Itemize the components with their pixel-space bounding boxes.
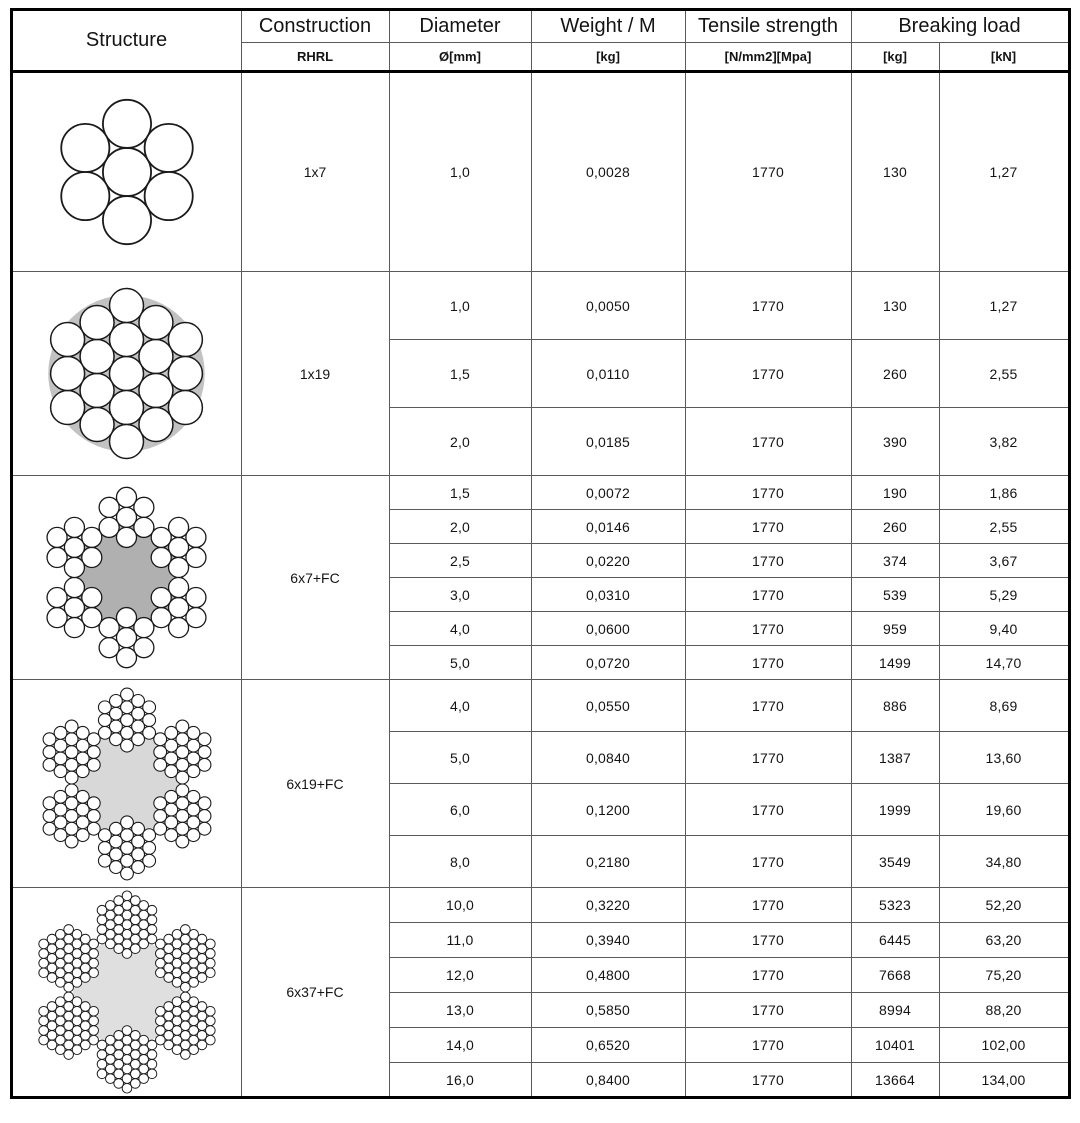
header-construction: Construction bbox=[241, 10, 389, 43]
tensile-cell: 1770 bbox=[685, 784, 851, 836]
diameter-cell: 16,0 bbox=[389, 1063, 531, 1098]
breaking-kn-cell: 75,20 bbox=[939, 958, 1069, 993]
diameter-cell: 4,0 bbox=[389, 612, 531, 646]
weight-cell: 0,0185 bbox=[531, 408, 685, 476]
breaking-kg-cell: 1999 bbox=[851, 784, 939, 836]
construction-cell: 6x37+FC bbox=[241, 888, 389, 1098]
weight-cell: 0,3220 bbox=[531, 888, 685, 923]
breaking-kg-cell: 6445 bbox=[851, 923, 939, 958]
header-construction-unit: RHRL bbox=[241, 43, 389, 72]
diameter-cell: 5,0 bbox=[389, 646, 531, 680]
breaking-kn-cell: 19,60 bbox=[939, 784, 1069, 836]
weight-cell: 0,8400 bbox=[531, 1063, 685, 1098]
structure-cell bbox=[11, 888, 241, 1098]
breaking-kn-cell: 1,27 bbox=[939, 72, 1069, 272]
weight-cell: 0,0220 bbox=[531, 544, 685, 578]
tensile-cell: 1770 bbox=[685, 888, 851, 923]
diameter-cell: 5,0 bbox=[389, 732, 531, 784]
weight-cell: 0,0146 bbox=[531, 510, 685, 544]
table-header bbox=[11, 10, 1069, 72]
breaking-kn-cell: 8,69 bbox=[939, 680, 1069, 732]
breaking-kn-cell: 134,00 bbox=[939, 1063, 1069, 1098]
header-tensile-unit: [N/mm2][Mpa] bbox=[685, 43, 851, 72]
structure-cell bbox=[11, 680, 241, 888]
header-diameter: Diameter bbox=[389, 10, 531, 43]
diameter-cell: 13,0 bbox=[389, 993, 531, 1028]
tensile-cell: 1770 bbox=[685, 646, 851, 680]
breaking-kg-cell: 13664 bbox=[851, 1063, 939, 1098]
weight-cell: 0,1200 bbox=[531, 784, 685, 836]
breaking-kg-cell: 1499 bbox=[851, 646, 939, 680]
weight-cell: 0,0600 bbox=[531, 612, 685, 646]
diameter-cell: 1,5 bbox=[389, 340, 531, 408]
diameter-cell: 2,0 bbox=[389, 510, 531, 544]
breaking-kg-cell: 260 bbox=[851, 340, 939, 408]
diameter-cell: 3,0 bbox=[389, 578, 531, 612]
tensile-cell: 1770 bbox=[685, 510, 851, 544]
breaking-kg-cell: 1387 bbox=[851, 732, 939, 784]
breaking-kn-cell: 5,29 bbox=[939, 578, 1069, 612]
header-weight-unit: [kg] bbox=[531, 43, 685, 72]
breaking-kg-cell: 3549 bbox=[851, 836, 939, 888]
construction-cell: 1x7 bbox=[241, 72, 389, 272]
weight-cell: 0,5850 bbox=[531, 993, 685, 1028]
weight-cell: 0,0310 bbox=[531, 578, 685, 612]
diameter-cell: 4,0 bbox=[389, 680, 531, 732]
table-row bbox=[11, 888, 1069, 923]
header-breaking-load: Breaking load bbox=[851, 10, 1069, 43]
weight-cell: 0,0550 bbox=[531, 680, 685, 732]
table-body bbox=[11, 72, 1069, 1098]
breaking-kn-cell: 3,67 bbox=[939, 544, 1069, 578]
tensile-cell: 1770 bbox=[685, 578, 851, 612]
tensile-cell: 1770 bbox=[685, 612, 851, 646]
diameter-cell: 1,0 bbox=[389, 272, 531, 340]
weight-cell: 0,0110 bbox=[531, 340, 685, 408]
breaking-kn-cell: 52,20 bbox=[939, 888, 1069, 923]
weight-cell: 0,0720 bbox=[531, 646, 685, 680]
breaking-kn-cell: 9,40 bbox=[939, 612, 1069, 646]
tensile-cell: 1770 bbox=[685, 732, 851, 784]
breaking-kg-cell: 10401 bbox=[851, 1028, 939, 1063]
breaking-kn-cell: 1,86 bbox=[939, 476, 1069, 510]
breaking-kn-cell: 63,20 bbox=[939, 923, 1069, 958]
diameter-cell: 8,0 bbox=[389, 836, 531, 888]
rope-cross-section-6x19-fc bbox=[28, 685, 226, 883]
diameter-cell: 14,0 bbox=[389, 1028, 531, 1063]
structure-cell bbox=[11, 476, 241, 680]
breaking-kg-cell: 374 bbox=[851, 544, 939, 578]
weight-cell: 0,0050 bbox=[531, 272, 685, 340]
tensile-cell: 1770 bbox=[685, 476, 851, 510]
table-row bbox=[11, 476, 1069, 510]
table-row bbox=[11, 680, 1069, 732]
header-structure: Structure bbox=[11, 10, 241, 72]
rope-cross-section-1x7 bbox=[51, 96, 203, 248]
breaking-kn-cell: 2,55 bbox=[939, 510, 1069, 544]
breaking-kn-cell: 2,55 bbox=[939, 340, 1069, 408]
weight-cell: 0,6520 bbox=[531, 1028, 685, 1063]
tensile-cell: 1770 bbox=[685, 680, 851, 732]
diameter-cell: 12,0 bbox=[389, 958, 531, 993]
structure-cell bbox=[11, 72, 241, 272]
tensile-cell: 1770 bbox=[685, 72, 851, 272]
weight-cell: 0,0840 bbox=[531, 732, 685, 784]
breaking-kn-cell: 34,80 bbox=[939, 836, 1069, 888]
weight-cell: 0,4800 bbox=[531, 958, 685, 993]
structure-cell bbox=[11, 272, 241, 476]
breaking-kg-cell: 8994 bbox=[851, 993, 939, 1028]
breaking-kn-cell: 13,60 bbox=[939, 732, 1069, 784]
tensile-cell: 1770 bbox=[685, 1063, 851, 1098]
rope-cross-section-6x7-fc bbox=[33, 484, 220, 671]
table-row bbox=[11, 72, 1069, 272]
header-row-main bbox=[11, 10, 1069, 43]
diameter-cell: 2,5 bbox=[389, 544, 531, 578]
diameter-cell: 2,0 bbox=[389, 408, 531, 476]
breaking-kg-cell: 539 bbox=[851, 578, 939, 612]
breaking-kg-cell: 390 bbox=[851, 408, 939, 476]
breaking-kn-cell: 3,82 bbox=[939, 408, 1069, 476]
tensile-cell: 1770 bbox=[685, 1028, 851, 1063]
construction-cell: 6x7+FC bbox=[241, 476, 389, 680]
tensile-cell: 1770 bbox=[685, 958, 851, 993]
diameter-cell: 11,0 bbox=[389, 923, 531, 958]
construction-cell: 6x19+FC bbox=[241, 680, 389, 888]
rope-cross-section-1x19 bbox=[38, 285, 215, 462]
weight-cell: 0,2180 bbox=[531, 836, 685, 888]
header-breaking-kn-unit: [kN] bbox=[939, 43, 1069, 72]
tensile-cell: 1770 bbox=[685, 544, 851, 578]
diameter-cell: 6,0 bbox=[389, 784, 531, 836]
diameter-cell: 10,0 bbox=[389, 888, 531, 923]
diameter-cell: 1,0 bbox=[389, 72, 531, 272]
header-diameter-unit: Ø[mm] bbox=[389, 43, 531, 72]
tensile-cell: 1770 bbox=[685, 923, 851, 958]
breaking-kn-cell: 14,70 bbox=[939, 646, 1069, 680]
header-weight: Weight / M bbox=[531, 10, 685, 43]
breaking-kg-cell: 886 bbox=[851, 680, 939, 732]
rope-cross-section-6x37-fc bbox=[23, 888, 231, 1096]
tensile-cell: 1770 bbox=[685, 272, 851, 340]
breaking-kg-cell: 959 bbox=[851, 612, 939, 646]
tensile-cell: 1770 bbox=[685, 340, 851, 408]
breaking-kg-cell: 190 bbox=[851, 476, 939, 510]
breaking-kg-cell: 7668 bbox=[851, 958, 939, 993]
breaking-kg-cell: 130 bbox=[851, 72, 939, 272]
construction-cell: 1x19 bbox=[241, 272, 389, 476]
weight-cell: 0,3940 bbox=[531, 923, 685, 958]
breaking-kn-cell: 102,00 bbox=[939, 1028, 1069, 1063]
header-tensile: Tensile strength bbox=[685, 10, 851, 43]
breaking-kg-cell: 260 bbox=[851, 510, 939, 544]
weight-cell: 0,0072 bbox=[531, 476, 685, 510]
breaking-kn-cell: 1,27 bbox=[939, 272, 1069, 340]
spec-table bbox=[10, 8, 1071, 1099]
table-row bbox=[11, 272, 1069, 340]
tensile-cell: 1770 bbox=[685, 836, 851, 888]
breaking-kg-cell: 130 bbox=[851, 272, 939, 340]
diameter-cell: 1,5 bbox=[389, 476, 531, 510]
header-breaking-kg-unit: [kg] bbox=[851, 43, 939, 72]
tensile-cell: 1770 bbox=[685, 993, 851, 1028]
weight-cell: 0,0028 bbox=[531, 72, 685, 272]
breaking-kn-cell: 88,20 bbox=[939, 993, 1069, 1028]
tensile-cell: 1770 bbox=[685, 408, 851, 476]
breaking-kg-cell: 5323 bbox=[851, 888, 939, 923]
